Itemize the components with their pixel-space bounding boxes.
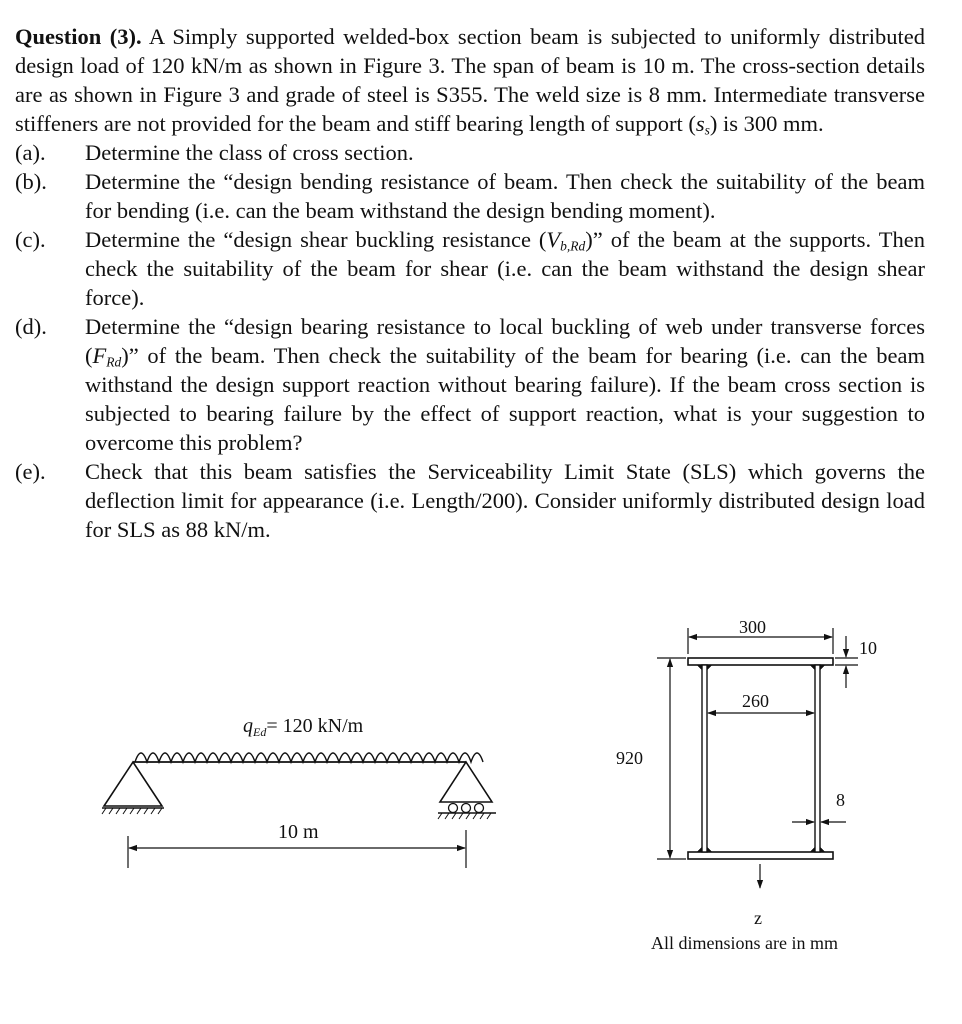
part-c-post: )” of the beam at the supports. Then check the suitability of the beam for shear (i.e. can the beam withstand the design shear force). — [85, 227, 925, 310]
part-d-pre: Determine the “design bearing resistance to local buckling of web under transverse forces ( — [85, 314, 925, 368]
roller-3 — [475, 804, 484, 813]
part-e-text: Check that this beam satisfies the Serviceability Limit State (SLS) which governs the deflection limit for appearance (i.e. Length/200). Consider uniformly distributed design load for SLS as 88 kN/m. — [85, 459, 925, 542]
part-b-label: (b). — [15, 169, 47, 194]
weld-top-right-outer — [820, 665, 825, 670]
part-e-label: (e). — [15, 459, 46, 484]
weld-bottom-left-inner — [707, 847, 712, 852]
weld-bottom-right-outer — [820, 847, 825, 852]
span-label: 10 m — [278, 821, 319, 843]
part-d-label: (d). — [15, 314, 47, 339]
left-web — [702, 665, 707, 852]
part-c-label: (c). — [15, 227, 46, 252]
ground-hatch-right — [438, 813, 491, 819]
intro-symbol-sub: s — [704, 122, 710, 138]
weld-top-right — [810, 665, 815, 670]
weld-bottom-right — [810, 847, 815, 852]
top-flange — [688, 658, 833, 665]
distributed-load-wave — [135, 753, 483, 762]
part-c-pre: Determine the “design shear buckling resistance ( — [85, 227, 547, 252]
dim-width-label: 300 — [739, 617, 766, 637]
weld-top-left — [697, 665, 702, 670]
dim-flange-label: 10 — [859, 638, 877, 658]
bottom-flange — [688, 852, 833, 859]
weld-top-left-inner — [707, 665, 712, 670]
part-b-text: Determine the “design bending resistance of beam. Then check the suitability of the beam for bending (i.e. can the beam withstand the design bending moment). — [85, 169, 925, 223]
intro-text: A Simply supported welded-box section beam is subjected to uniformly distributed design load of 120 kN/m as shown in Figure 3. The span of beam is 10 m. The cross-section details are as shown in Figure 3 and grade of steel is S355. The weld size is 8 mm. Intermediate transverse stiffeners are not provided for the beam and stiff bearing length of support ( — [15, 24, 926, 136]
ground-hatch-left — [102, 808, 162, 814]
units-note: All dimensions are in mm — [651, 933, 838, 953]
question-heading: Question (3). — [15, 24, 142, 49]
part-d-subscript: Rd — [106, 354, 122, 370]
load-label: $q_{Ed}= 120$ kN/m — [243, 715, 364, 739]
part-d-post: )” of the beam. Then check the suitability of the beam for bearing (i.e. can the beam withstand the design support reaction without bearing failure). If the beam cross section is subjected to bearing failure by the effect of support reaction, what is your suggestion to overcome this problem? — [85, 343, 925, 455]
box-section — [688, 658, 833, 859]
roller-1 — [449, 804, 458, 813]
z-axis-label: z — [754, 908, 762, 928]
section-dimensions — [657, 628, 858, 888]
intro-symbol: s — [695, 111, 705, 136]
roller-support-right — [440, 762, 492, 802]
dim-inner-label: 260 — [742, 691, 769, 711]
dim-height-label: 920 — [616, 748, 643, 768]
part-a-text: Determine the class of cross section. — [85, 140, 414, 165]
part-c-symbol: V — [546, 227, 561, 252]
intro-end: ) is 300 mm. — [709, 111, 824, 136]
part-c-subscript: b,Rd — [560, 238, 586, 254]
right-web — [815, 665, 820, 852]
dim-web-label: 8 — [836, 790, 845, 810]
weld-bottom-left — [697, 847, 702, 852]
pin-support-left — [104, 762, 162, 806]
roller-2 — [462, 804, 471, 813]
part-d-symbol: F — [92, 343, 107, 368]
part-a-label: (a). — [15, 140, 46, 165]
beam-diagram — [102, 753, 496, 868]
